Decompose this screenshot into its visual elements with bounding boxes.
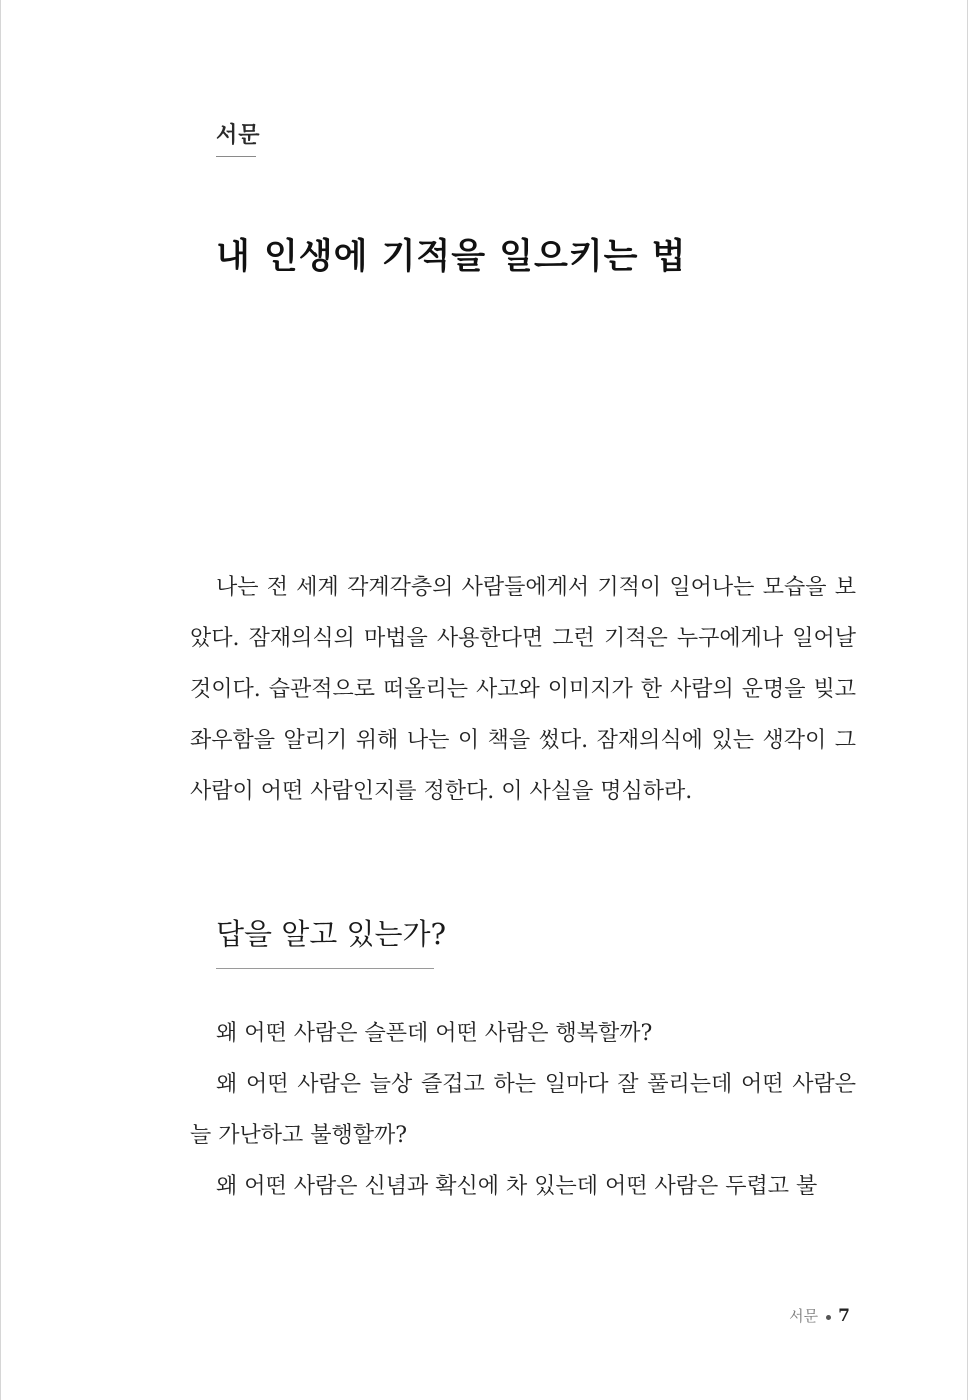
intro-paragraph-text: 나는 전 세계 각계각층의 사람들에게서 기적이 일어나는 모습을 보았다. 잠재의식의 마법을 사용한다면 그런 기적은 누구에게나 일어날 것이다. 습관적으로 떠올리는 사고와 이미지가 한 사람의 운명을 빚고 좌우함을 알리기 위해 나는 이 책을 썼다. 잠재의식에 있는 생각이 그 사람이 어떤 사람인지를 정한다. 이 사실을 명심하라. — [190, 575, 856, 804]
page-edge-left — [0, 0, 1, 1400]
subheading: 답을 알고 있는가? — [216, 917, 447, 951]
chapter-title: 내 인생에 기적을 일으키는 법 — [216, 237, 687, 278]
footer-bullet-icon — [826, 1315, 831, 1320]
section-label: 서문 — [216, 123, 261, 148]
intro-paragraph — [190, 562, 856, 817]
section-label-underline — [216, 156, 256, 157]
question-1: 왜 어떤 사람은 슬픈데 어떤 사람은 행복할까? — [216, 1021, 653, 1046]
question-list — [190, 1008, 856, 1212]
subheading-underline — [216, 968, 434, 969]
page-number: 7 — [838, 1306, 850, 1326]
footer-section-label: 서문 — [789, 1307, 819, 1325]
page-footer — [789, 1305, 850, 1326]
question-3: 왜 어떤 사람은 신념과 확신에 차 있는데 어떤 사람은 두렵고 불 — [216, 1174, 818, 1199]
question-2: 왜 어떤 사람은 늘상 즐겁고 하는 일마다 잘 풀리는데 어떤 사람은 늘 가난하고 불행할까? — [190, 1072, 856, 1148]
